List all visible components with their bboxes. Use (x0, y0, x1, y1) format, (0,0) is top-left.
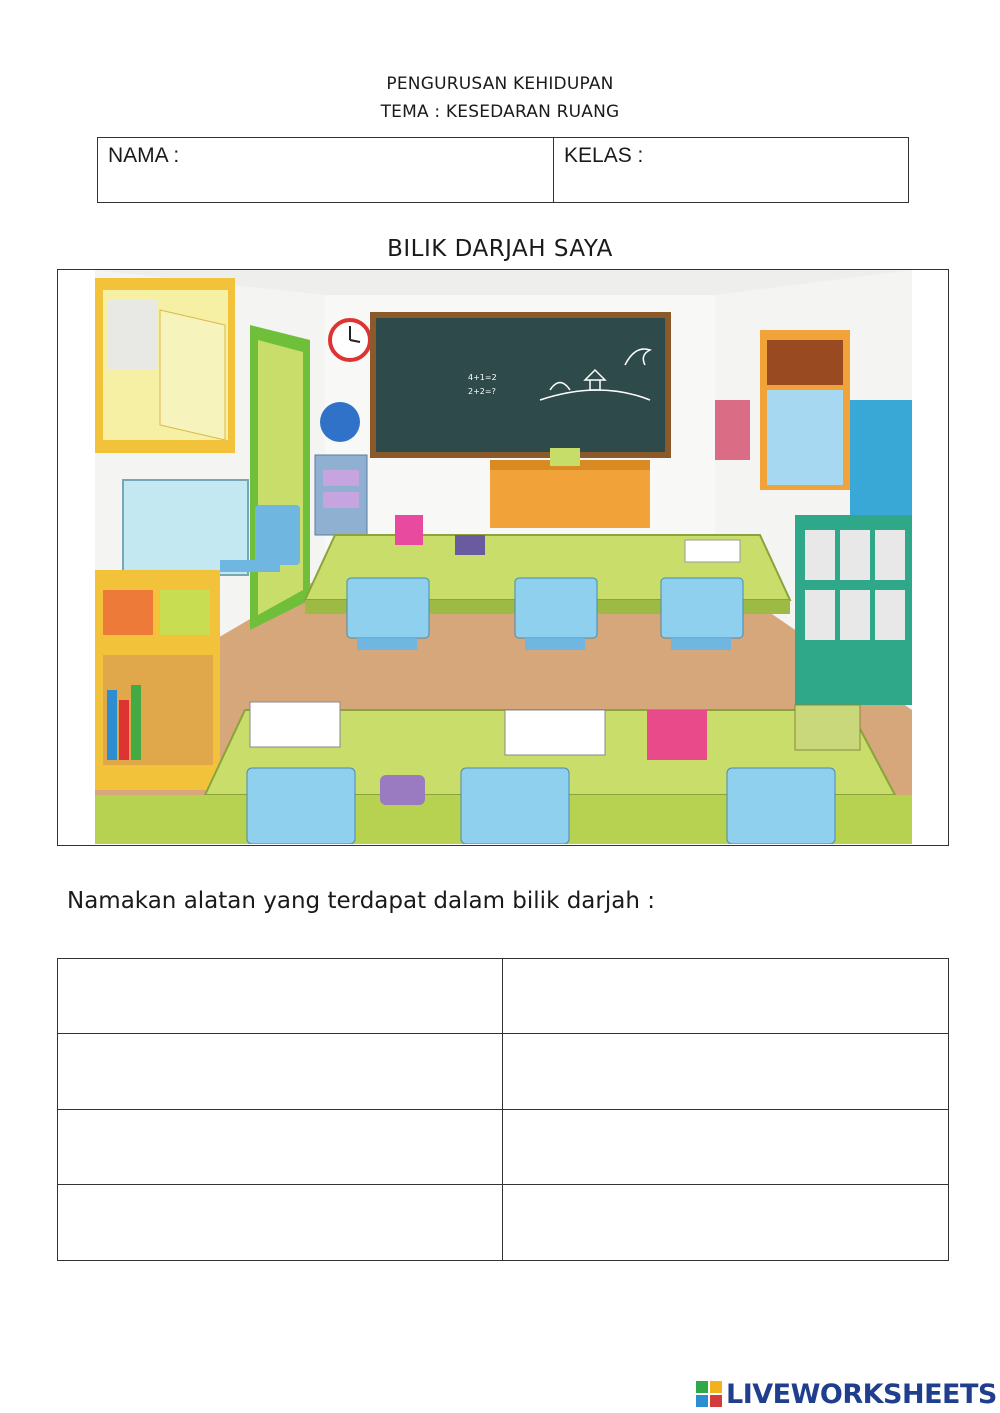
subject-title: PENGURUSAN KEHIDUPAN (386, 74, 614, 94)
answer-cell[interactable] (58, 1034, 503, 1109)
answer-cell[interactable] (58, 1185, 503, 1260)
answer-cell[interactable] (503, 959, 948, 1034)
answer-cell[interactable] (503, 1110, 948, 1185)
answer-cell[interactable] (58, 959, 503, 1034)
class-label: KELAS : (564, 144, 644, 167)
answer-grid (57, 958, 949, 1261)
name-field[interactable] (98, 138, 554, 202)
logo-icon (696, 1381, 722, 1407)
answer-cell[interactable] (58, 1110, 503, 1185)
theme-title: TEMA : KESEDARAN RUANG (380, 102, 620, 122)
answer-cell[interactable] (503, 1185, 948, 1260)
name-label: NAMA : (108, 144, 180, 167)
class-field[interactable] (554, 138, 908, 202)
board-math-2: 2+2=? (468, 387, 496, 396)
instruction-text: Namakan alatan yang terdapat dalam bilik darjah : (67, 888, 655, 914)
board-math-1: 4+1=2 (468, 373, 497, 382)
student-info-table (97, 137, 909, 203)
liveworksheets-logo[interactable] (696, 1378, 997, 1410)
classroom-illustration (95, 270, 912, 844)
brand-name: LIVEWORKSHEETS (726, 1378, 997, 1410)
scene-title: BILIK DARJAH SAYA (387, 236, 613, 262)
answer-cell[interactable] (503, 1034, 948, 1109)
classroom-picture-frame (57, 269, 949, 846)
